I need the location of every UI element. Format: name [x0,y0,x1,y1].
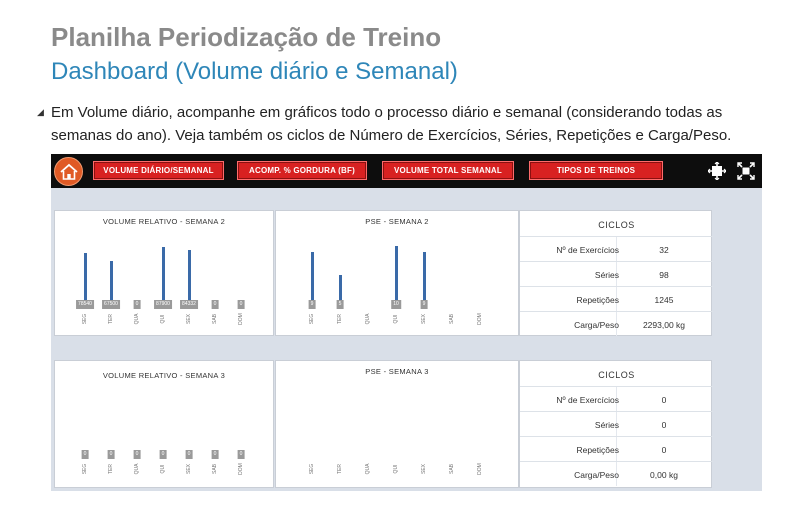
volume-chart-week2 [54,210,274,336]
tick-label: DOM [477,313,483,325]
tick-label: TER [108,314,114,324]
tick-label: SEX [421,463,427,475]
bar [395,246,398,304]
tick-label: QUI [393,314,399,324]
data-label: 0 [239,451,243,457]
volume-chart-week3 [54,360,274,488]
bar [311,252,314,304]
home-button[interactable] [54,157,83,186]
data-label: 0 [109,451,113,457]
cycles-table [520,361,713,489]
chart-title: VOLUME RELATIVO - SEMANA 3 [102,371,226,380]
data-label: 67500 [104,301,118,307]
bar [423,252,426,304]
tick-label: SEG [82,313,88,325]
cycle-value: 1245 [654,295,674,305]
pse-chart-week3 [275,360,519,488]
pse-chart-week2 [275,210,519,336]
cycle-row [520,386,713,411]
page-title: Planilha Periodização de Treino [51,22,442,52]
cycle-row [520,261,713,286]
cycle-value: 98 [659,270,669,280]
dashboard-screenshot [51,154,762,491]
chart-title: PSE - SEMANA 3 [365,367,429,376]
tab-volume-total-semanal[interactable]: VOLUME TOTAL SEMANAL [382,161,514,180]
cycles-title: CICLOS [598,370,635,380]
cycle-row [520,236,713,261]
tick-label: SEG [82,463,88,475]
data-label: 78540 [78,301,92,307]
tick-label: SEX [186,313,192,325]
tick-label: SAB [449,463,455,475]
data-label: 0 [213,301,217,307]
page-description: Em Volume diário, acompanhe em gráficos todo o processo diário e semanal (considerando todas as semanas do ano). Veja também os ciclos de Número de Exercícios, Séries, Repetições e Carga/Peso. [51,104,732,144]
tick-label: QUI [160,314,166,324]
data-label: 0 [239,301,243,307]
cycle-value: 0 [661,420,667,430]
cycle-label: Carga/Peso [574,470,619,480]
bar [84,253,87,304]
dashboard-toolbar [51,154,762,188]
data-label: 87900 [156,301,170,307]
cycle-row [520,461,713,486]
tick-label: SEX [421,313,427,325]
tick-label: QUA [134,313,140,325]
tick-label: SAB [212,313,218,325]
cycle-row [520,411,713,436]
data-label: 9 [422,301,426,307]
chart-title: PSE - SEMANA 2 [365,217,429,226]
data-label: 0 [161,451,165,457]
cycles-table-week3 [519,360,712,488]
cycle-value: 0 [661,445,667,455]
tab-acomp-gordura[interactable]: ACOMP. % GORDURA (BF) [237,161,367,180]
cycle-value: 0,00 kg [650,470,678,480]
collapse-triangle-icon[interactable]: ◢ [37,107,44,117]
page-subtitle: Dashboard (Volume diário e Semanal) [51,58,458,85]
tab-tipos-de-treinos[interactable]: TIPOS DE TREINOS [529,161,663,180]
bar [110,261,113,305]
data-label: 9 [310,301,314,307]
tick-label: TER [337,464,343,474]
cycle-label: Repetições [576,295,619,305]
tick-label: DOM [238,463,244,475]
home-icon [59,162,79,182]
fullscreen-icon[interactable] [736,161,756,181]
tick-label: QUA [365,463,371,475]
data-label: 5 [338,301,342,307]
cycle-label: Séries [594,420,619,430]
data-label: 0 [135,451,139,457]
tab-volume-diario-semanal[interactable]: VOLUME DIÁRIO/SEMANAL [93,161,224,180]
tick-label: SEG [309,313,315,325]
data-label: 0 [187,451,191,457]
tick-label: QUI [393,464,399,474]
tick-label: TER [337,314,343,324]
cycle-row [520,286,713,311]
tick-label: QUA [365,313,371,325]
cycle-row [520,436,713,461]
cycle-value: 0 [661,395,667,405]
tick-label: SAB [212,463,218,475]
cycles-table-week2 [519,210,712,336]
data-label: 84332 [182,301,196,307]
tick-label: DOM [477,463,483,475]
cycle-label: Nº de Exercícios [556,395,619,405]
cycles-table [520,211,713,337]
fit-screen-icon[interactable] [707,161,727,181]
chart-title: VOLUME RELATIVO - SEMANA 2 [102,217,226,226]
cycle-label: Carga/Peso [574,320,619,330]
data-label: 10 [393,301,399,307]
cycle-label: Repetições [576,445,619,455]
tick-label: SEX [186,463,192,475]
bar [188,250,191,304]
tick-label: SEG [309,463,315,475]
cycles-title: CICLOS [598,220,635,230]
cycle-row [520,311,713,336]
tick-label: DOM [238,313,244,325]
cycle-value: 2293,00 kg [642,320,686,330]
tick-label: SAB [449,313,455,325]
tick-label: TER [108,464,114,474]
data-label: 0 [135,301,139,307]
cycle-label: Nº de Exercícios [556,245,619,255]
cycle-value: 32 [659,245,669,255]
data-label: 0 [213,451,217,457]
bar [162,247,165,304]
tick-label: QUA [134,463,140,475]
tick-label: QUI [160,464,166,474]
cycle-label: Séries [594,270,619,280]
data-label: 0 [83,451,87,457]
